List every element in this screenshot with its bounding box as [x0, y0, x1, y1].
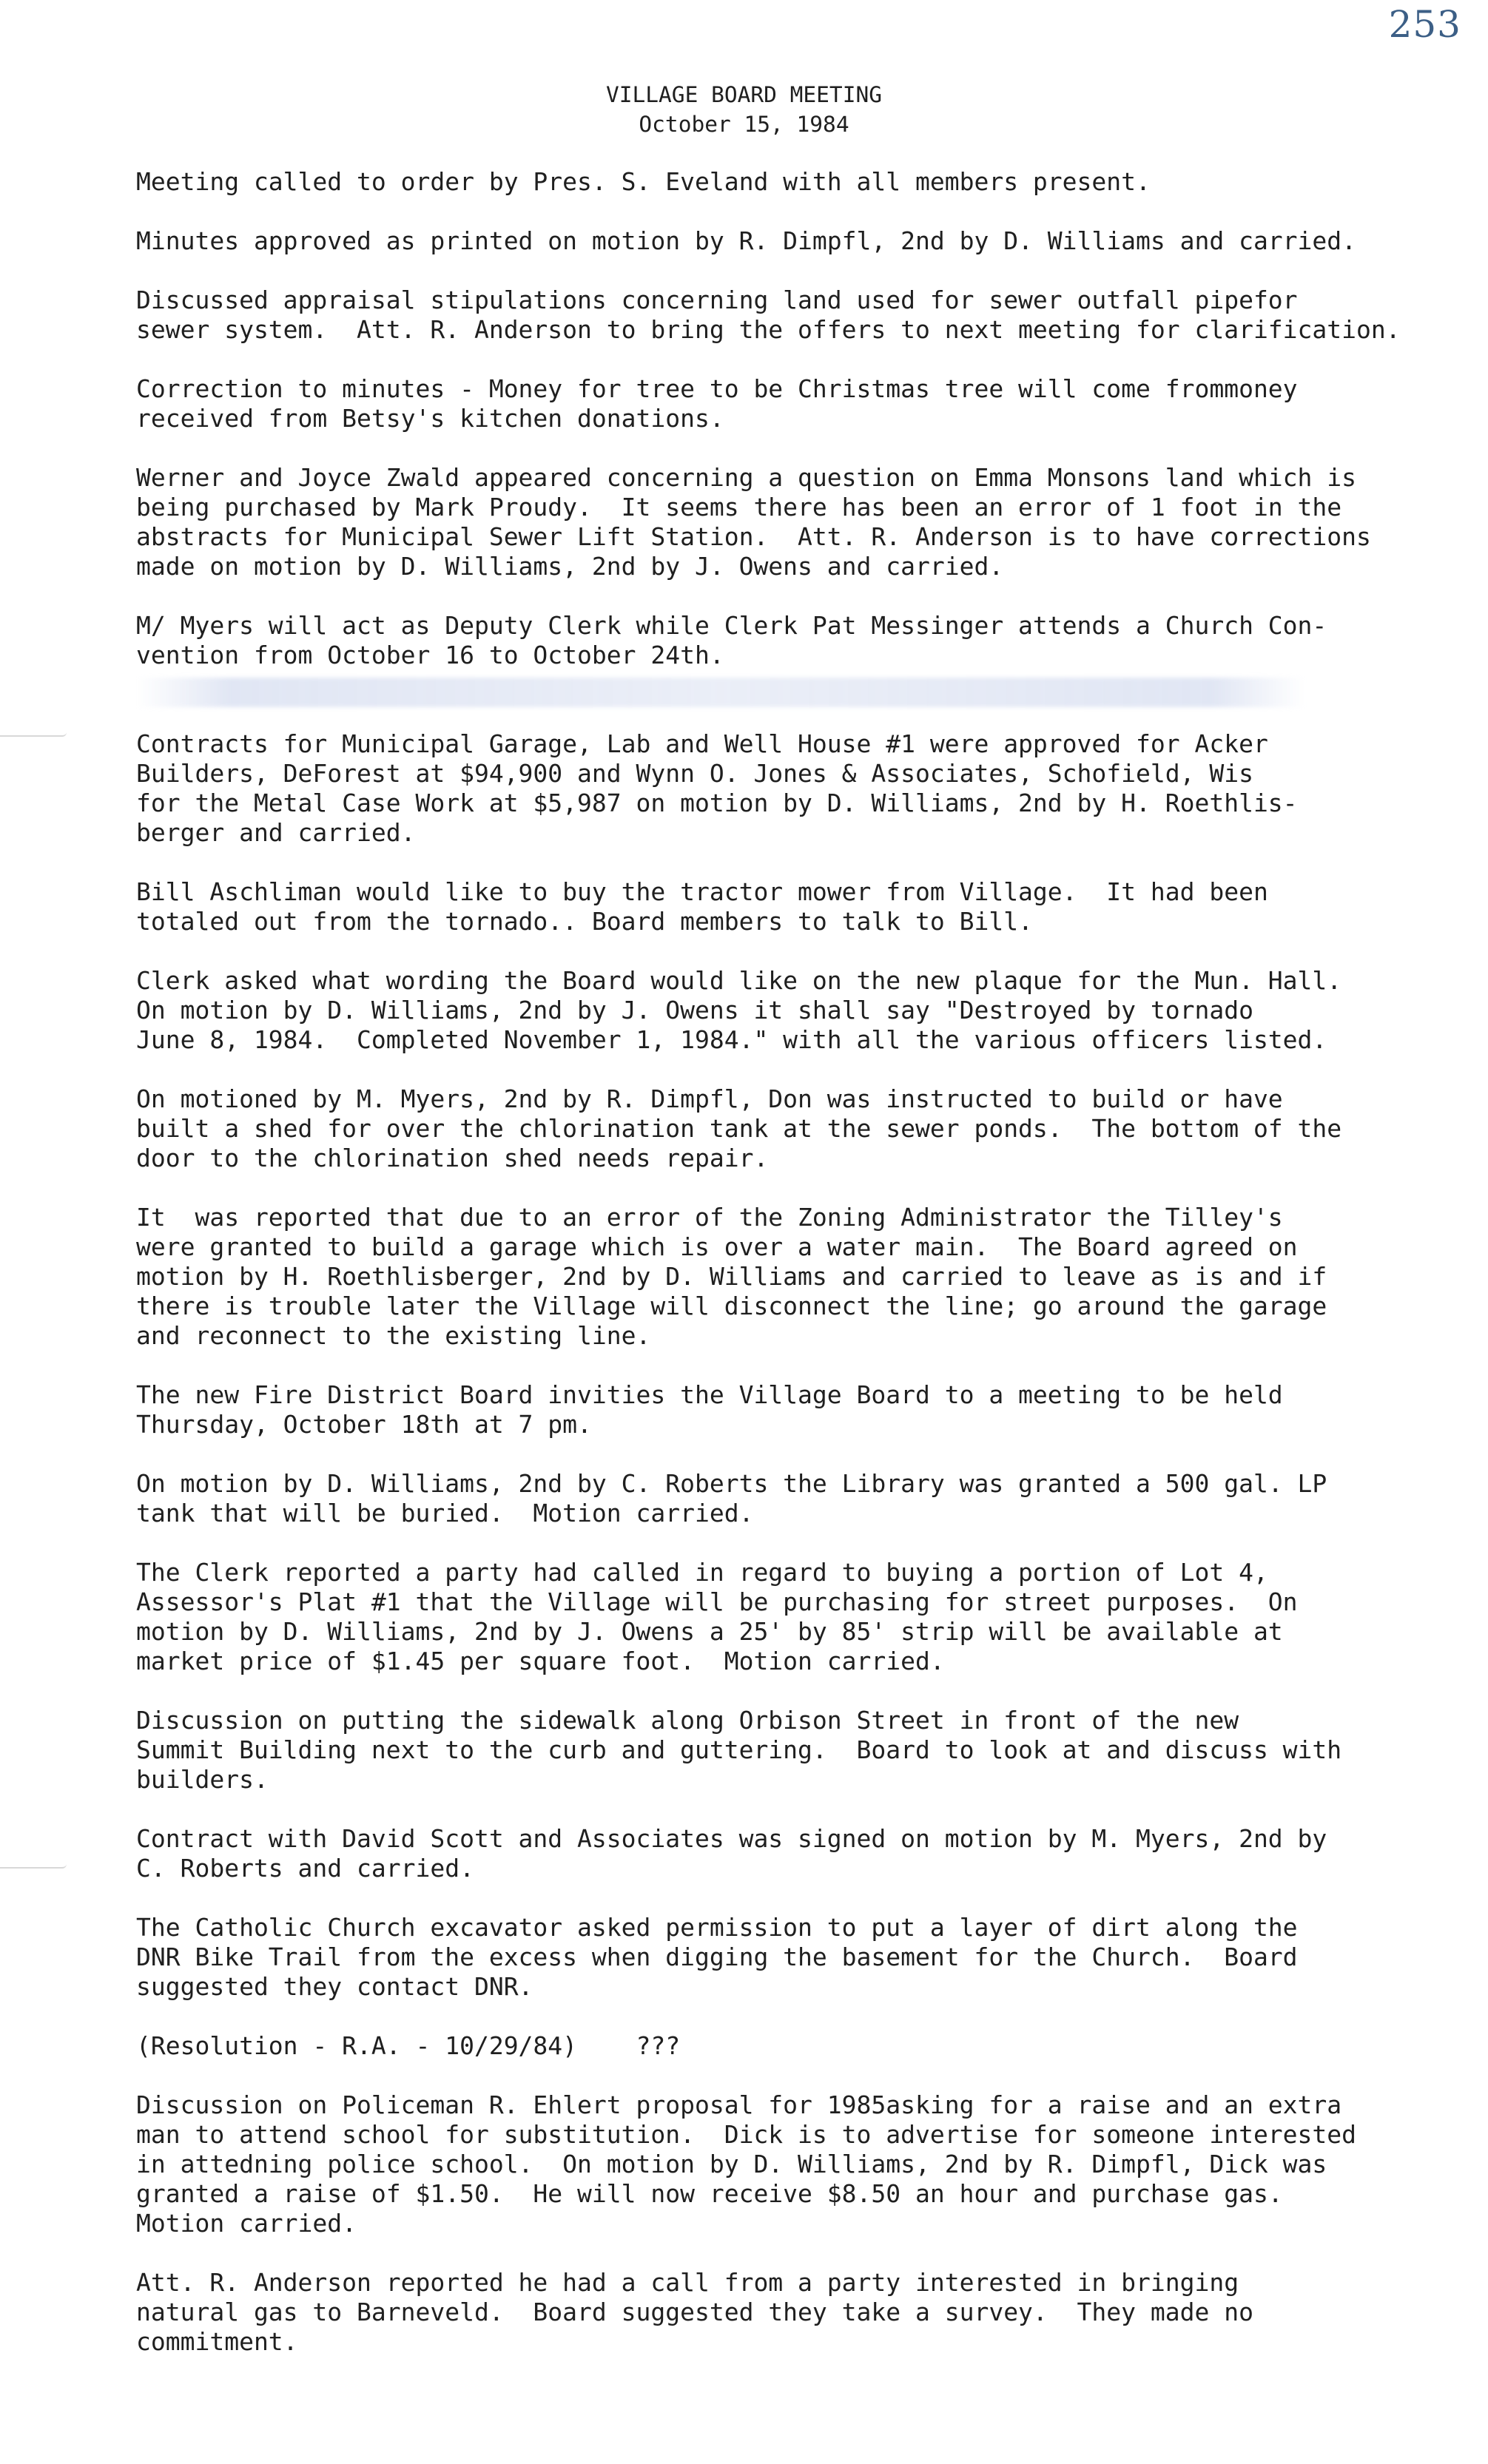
paragraph-gap	[136, 936, 1468, 966]
paragraph-line: abstracts for Municipal Sewer Lift Station. Att. R. Anderson is to have corrections	[136, 522, 1371, 551]
minutes-paragraph	[136, 463, 1468, 581]
paragraph-line: Summit Building next to the curb and guttering. Board to look at and discuss with	[136, 1735, 1342, 1764]
paragraph-line: Thursday, October 18th at 7 pm.	[136, 1410, 592, 1439]
paragraph-line: granted a raise of $1.50. He will now receive $8.50 an hour and purchase gas.	[136, 2179, 1283, 2208]
paragraph-gap	[136, 1528, 1468, 1558]
minutes-paragraph	[136, 167, 1468, 197]
paragraph-line: Minutes approved as printed on motion by R. Dimpfl, 2nd by D. Williams and carried.	[136, 226, 1357, 255]
paragraph-line: Correction to minutes - Money for tree to be Christmas tree will come frommoney	[136, 374, 1298, 403]
page-number: 253	[1388, 3, 1461, 46]
paragraph-line: Contracts for Municipal Garage, Lab and Well House #1 were approved for Acker	[136, 729, 1268, 758]
paragraph-gap	[136, 345, 1468, 374]
minutes-paragraph	[136, 729, 1468, 848]
paragraph-line: in attedning police school. On motion by D. Williams, 2nd by R. Dimpfl, Dick was	[136, 2150, 1327, 2178]
paragraph-line: tank that will be buried. Motion carried.	[136, 1499, 754, 1528]
paragraph-line: berger and carried.	[136, 818, 416, 847]
paragraph-gap	[136, 1055, 1468, 1084]
minutes-paragraph	[136, 286, 1468, 345]
paragraph-line: The new Fire District Board invities the Village Board to a meeting to be held	[136, 1380, 1283, 1409]
paragraph-gap	[136, 197, 1468, 226]
paragraph-line: received from Betsy's kitchen donations.	[136, 404, 724, 433]
paragraph-gap	[136, 1676, 1468, 1706]
paragraph-line: Motion carried.	[136, 2209, 357, 2238]
paragraph-line: motion by D. Williams, 2nd by J. Owens a 25' by 85' strip will be available at	[136, 1617, 1283, 1646]
minutes-paragraph	[136, 2031, 1468, 2061]
paragraph-line: for the Metal Case Work at $5,987 on motion by D. Williams, 2nd by H. Roethlis-	[136, 789, 1298, 817]
minutes-paragraph	[136, 2090, 1468, 2238]
paragraph-line: commitment.	[136, 2327, 298, 2356]
paragraph-gap	[136, 2002, 1468, 2031]
paragraph-gap	[136, 1795, 1468, 1824]
paragraph-gap	[136, 2061, 1468, 2090]
paragraph-gap	[136, 1173, 1468, 1203]
paragraph-line: man to attend school for substitution. Dick is to advertise for someone interested	[136, 2120, 1357, 2149]
paragraph-line: motion by H. Roethlisberger, 2nd by D. Williams and carried to leave as is and if	[136, 1262, 1327, 1291]
paragraph-line: The Catholic Church excavator asked permission to put a layer of dirt along the	[136, 1913, 1298, 1942]
minutes-paragraph	[136, 966, 1468, 1055]
paragraph-gap	[136, 1351, 1468, 1380]
document-header	[0, 80, 1488, 139]
paragraph-line: Builders, DeForest at $94,900 and Wynn O. Jones & Associates, Schofield, Wis	[136, 759, 1253, 788]
paragraph-line: It was reported that due to an error of the Zoning Administrator the Tilley's	[136, 1203, 1283, 1232]
paragraph-line: natural gas to Barneveld. Board suggested they take a survey. They made no	[136, 2298, 1253, 2326]
paragraph-line: Discussion on Policeman R. Ehlert proposal for 1985asking for a raise and an extra	[136, 2090, 1342, 2119]
paragraph-line: On motion by D. Williams, 2nd by J. Owens it shall say "Destroyed by tornado	[136, 996, 1253, 1025]
minutes-paragraph	[136, 1706, 1468, 1795]
paragraph-line: M/ Myers will act as Deputy Clerk while Clerk Pat Messinger attends a Church Con-	[136, 611, 1327, 640]
minutes-paragraph	[136, 1913, 1468, 2002]
paper-edge-mark	[0, 732, 67, 737]
paragraph-gap	[136, 848, 1468, 877]
paragraph-gap	[136, 256, 1468, 286]
minutes-body	[136, 167, 1468, 2357]
minutes-paragraph	[136, 1380, 1468, 1439]
minutes-paragraph	[136, 1469, 1468, 1528]
paragraph-line: Att. R. Anderson reported he had a call from a party interested in bringing	[136, 2268, 1239, 2297]
paragraph-line: (Resolution - R.A. - 10/29/84) ???	[136, 2031, 681, 2060]
paragraph-line: being purchased by Mark Proudy. It seems there has been an error of 1 foot in the	[136, 493, 1342, 522]
paragraph-line: On motioned by M. Myers, 2nd by R. Dimpfl, Don was instructed to build or have	[136, 1084, 1283, 1113]
minutes-paragraph	[136, 374, 1468, 433]
document-title: VILLAGE BOARD MEETING	[606, 82, 882, 107]
paragraph-gap	[136, 433, 1468, 463]
paragraph-line: suggested they contact DNR.	[136, 1972, 533, 2001]
paragraph-line: builders.	[136, 1765, 269, 1794]
paragraph-line	[136, 670, 1468, 700]
paragraph-gap	[136, 1883, 1468, 1913]
paragraph-line: Meeting called to order by Pres. S. Eveland with all members present.	[136, 167, 1151, 196]
paragraph-line: built a shed for over the chlorination tank at the sewer ponds. The bottom of the	[136, 1114, 1342, 1143]
paragraph-line: Assessor's Plat #1 that the Village will be purchasing for street purposes. On	[136, 1587, 1298, 1616]
minutes-paragraph	[136, 226, 1468, 256]
paragraph-line: On motion by D. Williams, 2nd by C. Roberts the Library was granted a 500 gal. LP	[136, 1469, 1327, 1498]
paragraph-gap	[136, 2238, 1468, 2268]
paragraph-line: sewer system. Att. R. Anderson to bring the offers to next meeting for clarification.	[136, 315, 1401, 344]
paragraph-gap	[136, 700, 1468, 729]
paragraph-line: Contract with David Scott and Associates was signed on motion by M. Myers, 2nd by	[136, 1824, 1327, 1853]
paragraph-line: made on motion by D. Williams, 2nd by J. Owens and carried.	[136, 552, 1004, 581]
meeting-date: October 15, 1984	[639, 112, 849, 137]
paragraph-gap	[136, 1439, 1468, 1469]
paragraph-line: door to the chlorination shed needs repair.	[136, 1144, 769, 1172]
minutes-paragraph	[136, 2268, 1468, 2357]
paragraph-line: vention from October 16 to October 24th.	[136, 641, 724, 669]
paragraph-line: and reconnect to the existing line.	[136, 1321, 651, 1350]
paragraph-line: Bill Aschliman would like to buy the tractor mower from Village. It had been	[136, 877, 1268, 906]
paragraph-line: Discussion on putting the sidewalk along Orbison Street in front of the new	[136, 1706, 1239, 1735]
paragraph-line: Discussed appraisal stipulations concerning land used for sewer outfall pipefor	[136, 286, 1298, 314]
paragraph-line: DNR Bike Trail from the excess when digging the basement for the Church. Board	[136, 1942, 1298, 1971]
paragraph-line: Clerk asked what wording the Board would like on the new plaque for the Mun. Hall.	[136, 966, 1342, 995]
paragraph-line: market price of $1.45 per square foot. Motion carried.	[136, 1647, 945, 1675]
minutes-paragraph	[136, 877, 1468, 936]
paragraph-line: Werner and Joyce Zwald appeared concerning a question on Emma Monsons land which is	[136, 463, 1357, 492]
paragraph-gap	[136, 581, 1468, 611]
minutes-paragraph	[136, 1824, 1468, 1883]
paper-edge-mark	[0, 1864, 67, 1869]
paragraph-line: totaled out from the tornado.. Board members to talk to Bill.	[136, 907, 1033, 936]
paragraph-line: were granted to build a garage which is over a water main. The Board agreed on	[136, 1232, 1298, 1261]
paragraph-line: The Clerk reported a party had called in regard to buying a portion of Lot 4,	[136, 1558, 1268, 1587]
paragraph-line: C. Roberts and carried.	[136, 1854, 474, 1883]
paragraph-line: June 8, 1984. Completed November 1, 1984." with all the various officers listed.	[136, 1025, 1327, 1054]
minutes-paragraph	[136, 611, 1468, 700]
paragraph-line: there is trouble later the Village will disconnect the line; go around the garage	[136, 1292, 1327, 1320]
minutes-paragraph	[136, 1084, 1468, 1173]
minutes-paragraph	[136, 1558, 1468, 1676]
minutes-paragraph	[136, 1203, 1468, 1351]
